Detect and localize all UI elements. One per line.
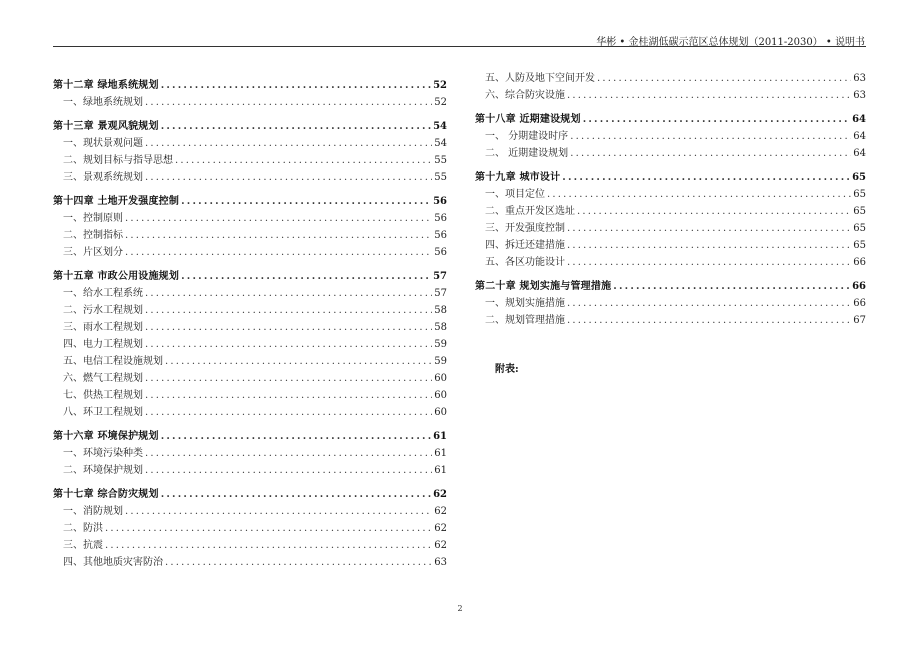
dot-leader	[567, 257, 851, 269]
dot-leader	[105, 523, 432, 535]
dot-leader	[145, 172, 432, 184]
toc-entry-page: 56	[433, 196, 447, 207]
dot-leader	[145, 322, 432, 334]
dot-leader	[165, 356, 432, 368]
toc-entry-page: 63	[853, 73, 866, 84]
toc-section-entry[interactable]	[53, 92, 447, 109]
toc-chapter-entry[interactable]	[53, 109, 447, 133]
toc-entry-page: 62	[434, 540, 447, 551]
toc-entry-page: 57	[433, 271, 447, 282]
toc-section-entry[interactable]	[53, 133, 447, 150]
toc-entry-title: 八、环卫工程规划	[63, 407, 143, 418]
toc-entry-page: 66	[853, 257, 866, 268]
toc-entry-title: 五、各区功能设计	[485, 257, 565, 268]
toc-entry-title: 一、消防规划	[63, 506, 123, 517]
toc-entry-title: 五、人防及地下空间开发	[485, 73, 595, 84]
toc-entry-page: 62	[434, 506, 447, 517]
toc-entry-title: 四、其他地质灾害防治	[63, 557, 163, 568]
toc-entry-title: 第十三章 景观风貌规划	[53, 121, 159, 132]
toc-entry-title: 五、电信工程设施规划	[63, 356, 163, 367]
toc-entry-title: 三、景观系统规划	[63, 172, 143, 183]
toc-entry-page: 54	[434, 138, 447, 149]
toc-entry-page: 65	[853, 240, 866, 251]
toc-entry-title: 一、 分期建设时序	[485, 131, 569, 142]
dot-leader	[570, 131, 851, 143]
dot-leader	[577, 206, 851, 218]
toc-entry-page: 52	[434, 97, 447, 108]
toc-entry-title: 第十四章 土地开发强度控制	[53, 196, 180, 207]
dot-leader	[583, 114, 850, 126]
toc-entry-title: 三、片区划分	[63, 247, 123, 258]
dot-leader	[125, 213, 432, 225]
toc-entry-page: 64	[853, 131, 866, 142]
toc-entry-page: 65	[853, 189, 866, 200]
toc-entry-page: 56	[434, 247, 447, 258]
toc-entry-page: 58	[434, 305, 447, 316]
toc-chapter-entry[interactable]	[53, 477, 447, 501]
toc-entry-page: 63	[434, 557, 447, 568]
toc-entry-title: 二、规划管理措施	[485, 315, 565, 326]
toc-section-entry[interactable]	[53, 518, 447, 535]
toc-entry-page: 61	[433, 431, 447, 442]
toc-entry-title: 一、项目定位	[485, 189, 545, 200]
toc-entry-page: 63	[853, 90, 866, 101]
dot-leader	[567, 223, 851, 235]
dot-leader	[145, 373, 432, 385]
toc-entry-title: 一、环境污染种类	[63, 448, 143, 459]
toc-entry-title: 一、绿地系统规划	[63, 97, 143, 108]
toc-chapter-entry[interactable]	[53, 259, 447, 283]
toc-section-entry[interactable]	[475, 218, 866, 235]
toc-section-entry[interactable]	[53, 317, 447, 334]
toc-entry-title: 二、污水工程规划	[63, 305, 143, 316]
toc-section-entry[interactable]	[53, 535, 447, 552]
dot-leader	[567, 240, 851, 252]
toc-left-column	[53, 68, 447, 569]
toc-section-entry[interactable]	[53, 460, 447, 477]
toc-entry-page: 64	[852, 114, 866, 125]
dot-leader	[165, 557, 432, 569]
dot-leader	[145, 138, 432, 150]
toc-chapter-entry[interactable]	[475, 269, 866, 293]
dot-leader	[145, 465, 432, 477]
toc-entry-title: 第十九章 城市设计	[475, 172, 561, 183]
toc-right-column	[475, 68, 866, 327]
dot-leader	[161, 80, 431, 92]
toc-section-entry[interactable]	[53, 552, 447, 569]
toc-entry-page: 65	[853, 223, 866, 234]
toc-entry-title: 二、控制指标	[63, 230, 123, 241]
toc-section-entry[interactable]	[475, 143, 866, 160]
dot-leader	[145, 448, 432, 460]
toc-entry-title: 三、雨水工程规划	[63, 322, 143, 333]
toc-entry-title: 四、拆迁还建措施	[485, 240, 565, 251]
toc-entry-title: 第十七章 综合防灾规划	[53, 489, 159, 500]
dot-leader	[145, 339, 432, 351]
toc-section-entry[interactable]	[53, 501, 447, 518]
toc-section-entry[interactable]	[53, 208, 447, 225]
toc-section-entry[interactable]	[53, 225, 447, 242]
dot-leader	[125, 506, 432, 518]
toc-entry-page: 62	[434, 523, 447, 534]
toc-section-entry[interactable]	[475, 293, 866, 310]
toc-entry-page: 59	[434, 356, 447, 367]
toc-entry-page: 54	[433, 121, 447, 132]
header-rule	[53, 46, 866, 47]
toc-entry-title: 六、燃气工程规划	[63, 373, 143, 384]
toc-entry-page: 52	[433, 80, 447, 91]
toc-section-entry[interactable]	[53, 402, 447, 419]
toc-section-entry[interactable]	[475, 68, 866, 85]
appendix-label: 附表:	[495, 364, 519, 375]
toc-entry-title: 二、重点开发区选址	[485, 206, 575, 217]
toc-section-entry[interactable]	[53, 385, 447, 402]
toc-entry-page: 61	[434, 448, 447, 459]
dot-leader	[175, 155, 432, 167]
toc-entry-page: 58	[434, 322, 447, 333]
toc-chapter-entry[interactable]	[475, 160, 866, 184]
toc-section-entry[interactable]	[53, 443, 447, 460]
toc-entry-page: 60	[434, 407, 447, 418]
page-number: 2	[457, 604, 463, 613]
dot-leader	[145, 407, 432, 419]
toc-section-entry[interactable]	[475, 85, 866, 102]
toc-entry-title: 第二十章 规划实施与管理措施	[475, 281, 612, 292]
dot-leader	[145, 97, 432, 109]
dot-leader	[161, 489, 431, 501]
dot-leader	[105, 540, 432, 552]
toc-entry-title: 第十八章 近期建设规划	[475, 114, 581, 125]
toc-entry-title: 三、抗震	[63, 540, 103, 551]
toc-entry-page: 60	[434, 390, 447, 401]
dot-leader	[181, 196, 431, 208]
toc-section-entry[interactable]	[53, 334, 447, 351]
toc-section-entry[interactable]	[53, 300, 447, 317]
toc-entry-title: 第十五章 市政公用设施规划	[53, 271, 180, 282]
toc-chapter-entry[interactable]	[53, 419, 447, 443]
dot-leader	[567, 90, 851, 102]
toc-entry-title: 第十二章 绿地系统规划	[53, 80, 159, 91]
toc-entry-title: 第十六章 环境保护规划	[53, 431, 159, 442]
dot-leader	[567, 315, 851, 327]
toc-entry-title: 二、防洪	[63, 523, 103, 534]
toc-entry-title: 一、给水工程系统	[63, 288, 143, 299]
toc-section-entry[interactable]	[53, 150, 447, 167]
toc-entry-title: 一、现状景观问题	[63, 138, 143, 149]
toc-entry-page: 60	[434, 373, 447, 384]
toc-entry-title: 一、控制原则	[63, 213, 123, 224]
toc-section-entry[interactable]	[53, 283, 447, 300]
toc-entry-page: 56	[434, 230, 447, 241]
toc-entry-page: 65	[853, 206, 866, 217]
toc-section-entry[interactable]	[53, 242, 447, 259]
dot-leader	[161, 431, 431, 443]
toc-entry-title: 二、规划目标与指导思想	[63, 155, 173, 166]
dot-leader	[125, 230, 432, 242]
toc-entry-page: 61	[434, 465, 447, 476]
toc-entry-page: 55	[434, 155, 447, 166]
dot-leader	[181, 271, 431, 283]
toc-entry-page: 59	[434, 339, 447, 350]
toc-section-entry[interactable]	[475, 201, 866, 218]
dot-leader	[145, 305, 432, 317]
toc-chapter-entry[interactable]	[475, 102, 866, 126]
toc-entry-page: 57	[434, 288, 447, 299]
toc-entry-page: 55	[434, 172, 447, 183]
dot-leader	[547, 189, 851, 201]
toc-entry-title: 六、综合防灾设施	[485, 90, 565, 101]
toc-section-entry[interactable]	[475, 184, 866, 201]
toc-chapter-entry[interactable]	[53, 184, 447, 208]
toc-entry-page: 66	[852, 281, 866, 292]
toc-entry-page: 66	[853, 298, 866, 309]
toc-section-entry[interactable]	[53, 167, 447, 184]
toc-section-entry[interactable]	[53, 351, 447, 368]
toc-entry-title: 七、供热工程规划	[63, 390, 143, 401]
toc-section-entry[interactable]	[475, 126, 866, 143]
toc-section-entry[interactable]	[475, 310, 866, 327]
toc-entry-page: 67	[853, 315, 866, 326]
dot-leader	[145, 288, 432, 300]
toc-entry-page: 62	[433, 489, 447, 500]
dot-leader	[613, 281, 850, 293]
toc-section-entry[interactable]	[475, 252, 866, 269]
dot-leader	[567, 298, 851, 310]
toc-entry-title: 三、开发强度控制	[485, 223, 565, 234]
toc-entry-page: 64	[853, 148, 866, 159]
toc-entry-title: 二、环境保护规划	[63, 465, 143, 476]
toc-chapter-entry[interactable]	[53, 68, 447, 92]
toc-entry-page: 56	[434, 213, 447, 224]
toc-section-entry[interactable]	[53, 368, 447, 385]
dot-leader	[145, 390, 432, 402]
dot-leader	[562, 172, 850, 184]
dot-leader	[125, 247, 432, 259]
dot-leader	[570, 148, 851, 160]
dot-leader	[597, 73, 851, 85]
toc-entry-title: 一、规划实施措施	[485, 298, 565, 309]
document-header: 华彬 • 金桂湖低碳示范区总体规划（2011-2030） • 说明书	[596, 37, 865, 48]
toc-section-entry[interactable]	[475, 235, 866, 252]
toc-entry-title: 二、 近期建设规划	[485, 148, 569, 159]
toc-entry-page: 65	[852, 172, 866, 183]
toc-entry-title: 四、电力工程规划	[63, 339, 143, 350]
dot-leader	[161, 121, 431, 133]
